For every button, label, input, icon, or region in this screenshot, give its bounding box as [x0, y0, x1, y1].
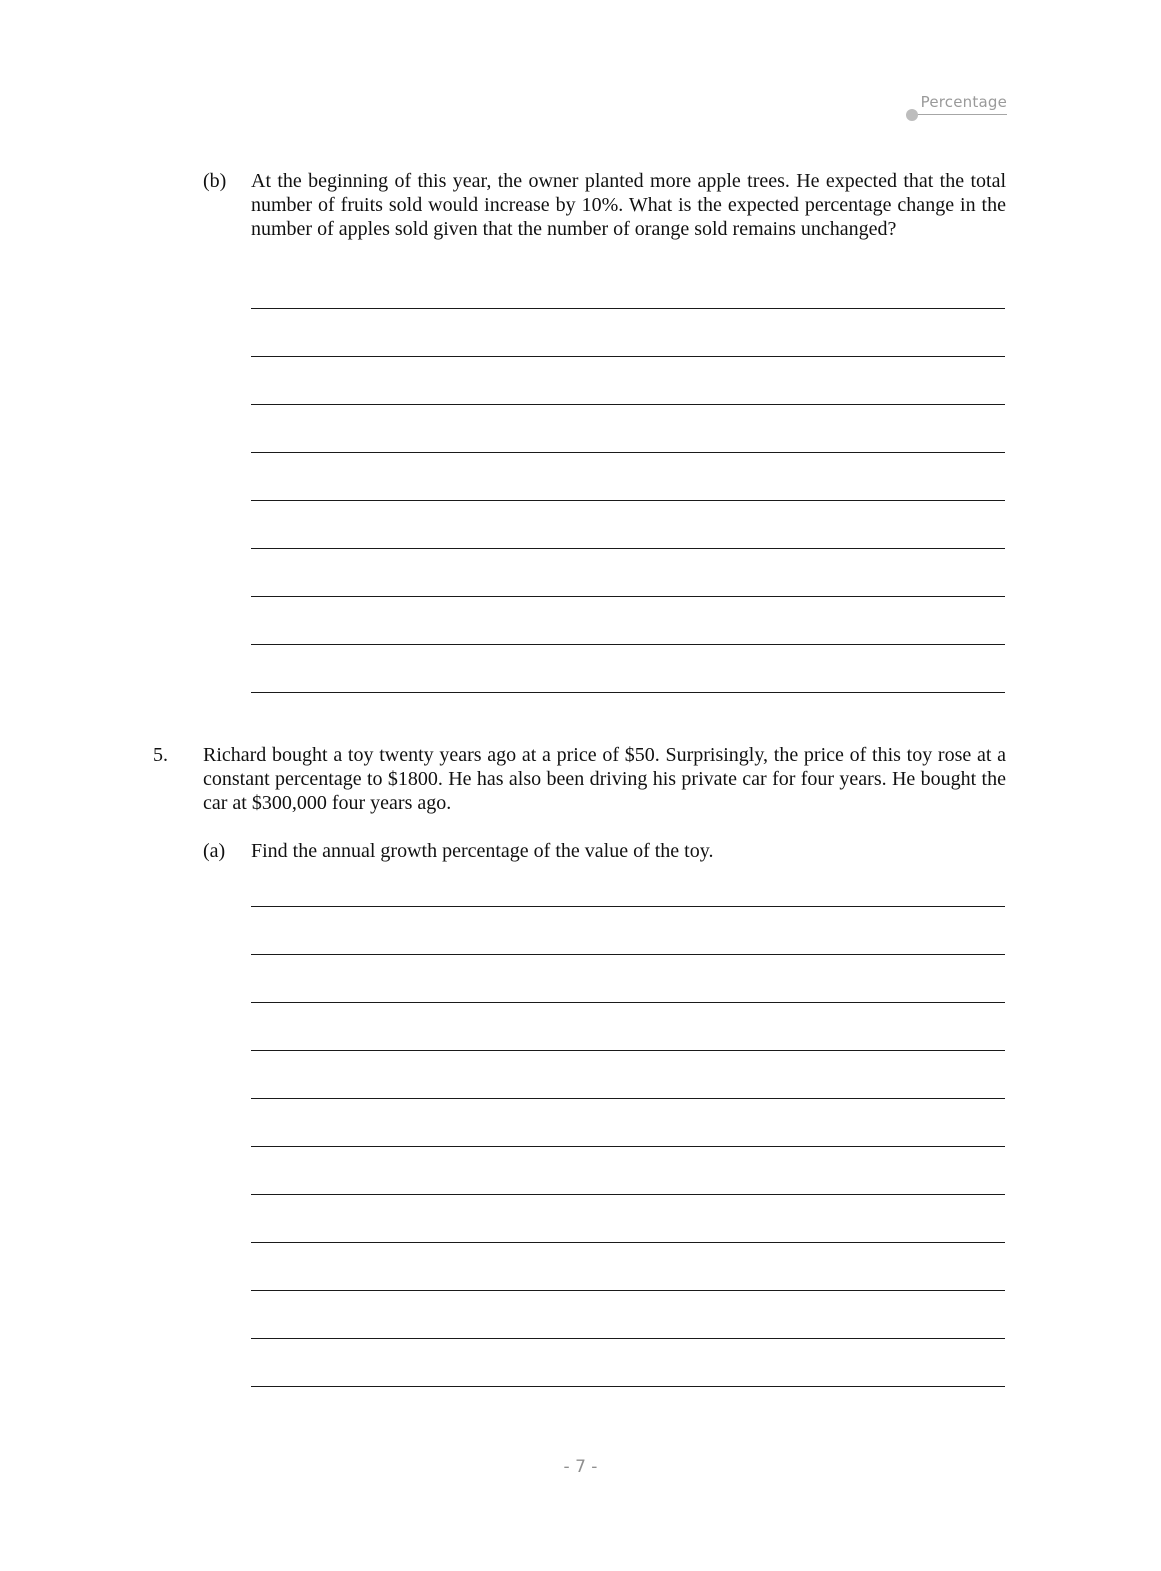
answer-line: [251, 644, 1005, 645]
answer-line: [251, 1290, 1005, 1291]
answer-line: [251, 1338, 1005, 1339]
answer-area-5a[interactable]: [251, 906, 1005, 1387]
answer-line: [251, 1242, 1005, 1243]
answer-line: [251, 596, 1005, 597]
header-rule: [912, 114, 1007, 115]
question-5-text: Richard bought a toy twenty years ago at a price of $50. Surprisingly, the price of this toy rose at a constant percentage to $1800. He has also been driving his private car for four years. He bought the car at $300,000 four years ago.: [203, 744, 1006, 814]
answer-area-4b[interactable]: [251, 308, 1005, 693]
answer-line: [251, 1002, 1005, 1003]
section-title: Percentage: [920, 93, 1007, 111]
question-4b-text: At the beginning of this year, the owner planted more apple trees. He expected that the total number of fruits sold would increase by 10%. What is the expected percentage change in the number of apples sold given that the number of orange sold remains unchanged?: [251, 170, 1006, 240]
answer-line: [251, 356, 1005, 357]
page-number: - 7 -: [563, 1457, 598, 1477]
answer-line: [251, 1050, 1005, 1051]
question-5a-label: (a): [203, 840, 226, 862]
question-5-number: 5.: [153, 744, 168, 766]
question-5a-text: Find the annual growth percentage of the value of the toy.: [251, 840, 714, 862]
running-header: [906, 92, 1007, 120]
question-4b-label: (b): [203, 170, 227, 192]
answer-line: [251, 404, 1005, 405]
answer-line: [251, 500, 1005, 501]
answer-line: [251, 1146, 1005, 1147]
answer-line: [251, 906, 1005, 907]
answer-line: [251, 692, 1005, 693]
bullet-dot-icon: [906, 109, 918, 121]
answer-line: [251, 1098, 1005, 1099]
answer-line: [251, 548, 1005, 549]
answer-line: [251, 1386, 1005, 1387]
answer-line: [251, 954, 1005, 955]
answer-line: [251, 308, 1005, 309]
answer-line: [251, 1194, 1005, 1195]
answer-line: [251, 452, 1005, 453]
